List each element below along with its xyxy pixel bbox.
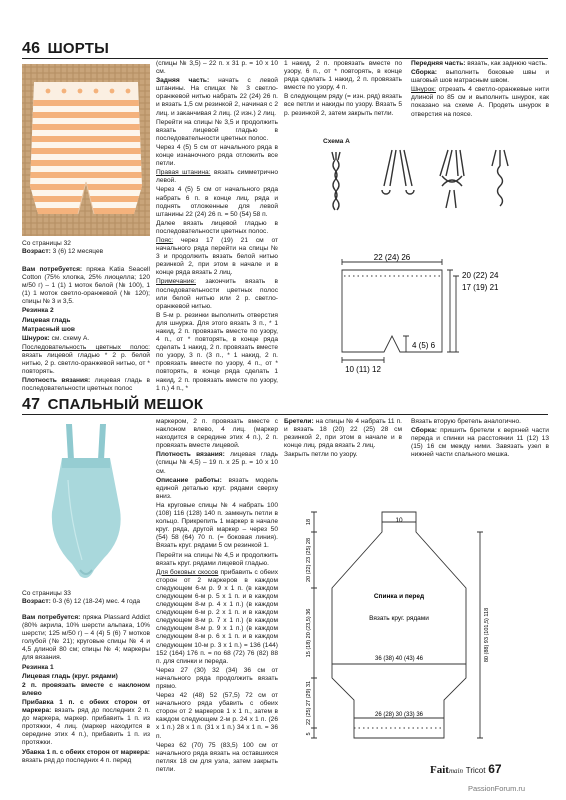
bold-term: Задняя часть: xyxy=(156,77,210,85)
paragraph xyxy=(156,220,278,236)
paragraph-text: маркером, 2 п. провязать вместе с наклоном влево, 4 лиц. (маркер находится в середине этих 4 п.), 2 п. провязать вместе лицевой. xyxy=(156,418,278,450)
dim-leg-width: 10 (11) 12 xyxy=(345,365,381,374)
paragraph-text: В следующем ряду (= изн. ряд) вязать все петли и накиды по узору. Вязать 5 р. резинкой 2, затем закрыть петли. xyxy=(284,93,402,117)
paragraph xyxy=(156,451,278,475)
size-label: Возраст: xyxy=(22,248,51,255)
paragraph-text: лицевая гладь в последовательности цветных полос xyxy=(22,377,151,393)
paragraph xyxy=(22,682,150,698)
sleeping-bag-photo xyxy=(22,420,150,585)
paragraph xyxy=(156,742,278,774)
s46-col2 xyxy=(156,60,278,390)
paragraph xyxy=(156,186,278,218)
shorts-photo xyxy=(22,64,150,236)
paragraph-text: выполнить боковые швы и шаговый шов матрасным швом. xyxy=(411,69,549,85)
paragraph-text: На круговые спицы № 4 набрать 100 (108) 116 (128) 140 п. замкнуть петли в кольцо. Прикрепить 1 маркер в начале круг. ряда, другой маркер – через 50 (54) 58 (64) 70 п. (= боковая линия). Вязать круг. рядами 5 см резинкой 1. xyxy=(156,501,278,550)
paragraph xyxy=(22,749,150,765)
paragraph-text: лицевая гладь (спицы № 4,5) – 19 п. х 25 р. = 10 х 10 см. xyxy=(156,451,278,475)
section-number: 46 xyxy=(22,40,41,57)
paragraph xyxy=(156,77,278,117)
underlined-term: Для боковых скосов xyxy=(156,568,219,576)
s46-col1 xyxy=(22,266,151,393)
section-title: ШОРТЫ xyxy=(47,40,109,57)
paragraph-text: Перейти на спицы № 4,5 и продолжить вязать круг. рядами лицевой гладью. xyxy=(156,551,278,567)
paragraph xyxy=(22,317,150,325)
underlined-term: Пояс: xyxy=(156,236,174,244)
dim-height-body: 17 (19) 21 xyxy=(462,283,499,292)
underlined-term: Правая штанина: xyxy=(156,169,211,177)
paragraph xyxy=(156,477,278,501)
dim-mid-width: 36 (38) 40 (43) 46 xyxy=(374,656,424,662)
section-46-title xyxy=(22,40,109,58)
bold-term: Передняя часть: xyxy=(411,60,466,67)
dim-width: 22 (24) 26 xyxy=(373,253,411,262)
bold-term: Лицевая гладь (круг. рядами) xyxy=(22,672,118,680)
paragraph xyxy=(22,664,150,672)
paragraph-text: пришить бретели к верхней части переда и спинки на расстоянии 11 (12) 13 (15) 16 см между ними. Завязать узел в нижней части спального мешка. xyxy=(411,427,549,459)
paragraph xyxy=(284,60,402,92)
cord-diagram xyxy=(300,146,550,226)
brand-main: main xyxy=(448,767,463,775)
paragraph xyxy=(156,169,278,185)
paragraph-text: вязать ряд до последних 4 п. перед xyxy=(22,756,132,764)
paragraph xyxy=(156,418,278,450)
size-label: Возраст: xyxy=(22,598,51,605)
paragraph xyxy=(156,237,278,277)
bold-term: Вам потребуется: xyxy=(22,266,83,273)
paragraph-text: Через 42 (48) 52 (57,5) 72 см от начального ряда убавить с обеих сторон от 2 маркеров 1 х 1 п., затем в каждом следующем 2-м р. 24 х 1 п. (26 х 1 п.) 28 х 1 п. (31 х 1 п.) 34 х 1 п. = 36 п. xyxy=(156,692,278,740)
paragraph xyxy=(156,692,278,741)
paragraph-text: см. схему А. xyxy=(49,334,90,342)
paragraph-text: вязать модель единой деталью круг. рядами сверху вниз. xyxy=(156,476,278,500)
paragraph-text: прибавить с обеих сторон от 2 маркеров в каждом следующем 6-м р. 9 х 1 п. (в каждом следующем 6-м р. 5 х 1 п. и в каждом следующем 8-м р. 4 х 1 п.) (в каждом следующем 6-м р. 2 х 1 п. и в каждом следующем 8-м р. 7 х 1 п.) (в каждом следующем 8-м р. 9 х 1 п.) (в каждом следующем 8-м р. 6 х 1 п. и в каждом следующем 10-м р. 3 х 1 п.) = 136 (144) 152 (164) 176 п. = по 68 (72) 76 (82) 88 п. для спинки и переда. xyxy=(156,568,278,665)
paragraph xyxy=(156,278,278,310)
bold-term: Резинка 1 xyxy=(22,663,54,671)
bold-term: Плотность вязания: xyxy=(22,377,91,385)
section-divider xyxy=(22,414,548,415)
bold-term: Лицевая гладь xyxy=(22,316,71,324)
paragraph-text: Через 4 (5) 5 см от начального ряда в конце изнаночного ряда отложить все петли. xyxy=(156,143,278,168)
bold-term: Описание работы: xyxy=(156,476,222,484)
paragraph xyxy=(22,326,150,334)
paragraph xyxy=(411,427,549,459)
paragraph xyxy=(22,335,150,343)
paragraph xyxy=(156,119,278,143)
dim-left-top: 20 (22) 23 (25) 28 xyxy=(306,537,312,583)
paragraph xyxy=(156,312,278,393)
paragraph xyxy=(284,418,402,450)
underlined-term: Последовательность цветных полос: xyxy=(22,343,150,351)
paragraph xyxy=(411,418,549,426)
paragraph-text: пряжа Plassard Addict (80% акрила, 10% шерсти альпака, 10% шерсти; 125 м/50 г) – 4 (4) 5 (6) 7 мотков голубой (№ 21); круговые спицы № 4 и 4,5 длиной 80 см; спицы № 4; маркеры для вязания. xyxy=(22,614,150,662)
paragraph xyxy=(22,307,150,315)
bold-term: Плотность вязания: xyxy=(156,451,225,459)
paragraph-text: вязать лицевой гладью * 2 р. белой нитью, 2 р. светло-оранжевой нитью, от * повторять. xyxy=(22,351,150,376)
label-knit-rounds: Вязать круг. рядами xyxy=(369,615,429,622)
paragraph-text: 1 накид, 2 п. провязать вместе по узору, 6 п., от * повторять, в конце ряда сделать 1 накид, 2 п. провязать вместе по узору, 4 п. xyxy=(284,60,402,92)
paragraph-text: Вязать вторую бретель аналогично. xyxy=(411,418,521,425)
paragraph xyxy=(156,667,278,691)
section-divider xyxy=(22,58,548,59)
section-number: 47 xyxy=(22,396,41,413)
paragraph xyxy=(22,699,150,748)
section-title: СПАЛЬНЫЙ МЕШОК xyxy=(47,396,204,413)
footer-brand xyxy=(430,762,502,776)
dim-left-mid: 15 (18) 20 (23,5) 36 xyxy=(306,608,312,658)
bold-term: Вам потребуется: xyxy=(22,614,81,621)
paragraph-text: начать с левой штанины. На спицах № 3 светло-оранжевой нитью набрать 22 (24) 26 п. и вязать 1,5 см резинкой 2, начиная с 2 лиц. и заканчивая 2 лиц. (2 изн.) 2 лиц. xyxy=(156,77,278,117)
bold-term: Прибавка 1 п. с обеих сторон от маркера: xyxy=(22,698,150,715)
paragraph-text: вязать ряд до последних 2 п. до маркера, маркер. прибавить 1 п. из протяжки, 4 лиц. (маркер находится в середине этих 4 п.), прибавить 1 п. из протяжки. xyxy=(22,707,150,747)
size-value: 3 (6) 12 месяцев xyxy=(52,248,104,255)
shorts-schematic xyxy=(330,250,550,390)
dim-right-total: 80 (88) 93 (101,5) 118 xyxy=(484,607,490,663)
sleeping-bag-schematic xyxy=(290,488,550,756)
paragraph xyxy=(411,60,549,68)
s46-col4 xyxy=(411,60,549,140)
paragraph xyxy=(411,69,549,85)
paragraph xyxy=(22,344,150,376)
s47-col3 xyxy=(284,418,402,478)
section-47-title xyxy=(22,396,203,414)
bold-term: 2 п. провязать вместе с наклоном влево xyxy=(22,681,150,697)
paragraph-text: Через 62 (70) 75 (83,5) 100 см от начального ряда вязать на оставшихся петлях 18 см для узла, затем закрыть петли. xyxy=(156,741,278,773)
bold-term: Резинка 2 xyxy=(22,307,54,315)
paragraph-text: Через 27 (30) 32 (34) 36 см от начального ряда продолжить вязать прямо. xyxy=(156,666,278,690)
paragraph xyxy=(284,451,402,459)
size-value: 0-3 (6) 12 (18-24) мес. 4 года xyxy=(52,598,141,605)
photo-caption: Со страницы 33 xyxy=(22,590,71,597)
paragraph-text: вязать симметрично левой. xyxy=(156,169,278,185)
paragraph-text: пряжа Katia Seacell Cotton (75% хлопка, 25% лиоцелла; 120 м/50 г) – 1 (1) 1 моток белой (№ 100), 1 (1) 1 моток светло-оранжевой (№ 120); спицы № 3 и 3,5. xyxy=(22,266,150,306)
bold-term: Убавка 1 п. с обеих сторон от маркера: xyxy=(22,748,150,756)
s47-col4 xyxy=(411,418,549,478)
dim-height-total: 20 (22) 24 xyxy=(462,271,499,280)
brand-fait: Fait xyxy=(430,764,449,776)
paragraph-text: на спицы № 4 набрать 11 п. и вязать 18 (20) 22 (25) 28 см резинкой 2, при этом в начале и в конце лиц. ряда вязать 2 лиц. xyxy=(284,418,402,450)
paragraph xyxy=(22,614,150,663)
paragraph xyxy=(22,673,150,681)
paragraph xyxy=(156,144,278,168)
label-back-front: Спинка и перед xyxy=(373,593,425,600)
s47-col2 xyxy=(156,418,278,773)
s47-col1 xyxy=(22,614,150,764)
paragraph-text: закончить вязать в последовательности цветных полос или белой нитью или 2 р. светло-оранжевой нитью. xyxy=(156,278,278,310)
paragraph-text: вязать, как заднюю часть. xyxy=(465,60,547,67)
bold-term: Шнурок: xyxy=(22,334,50,342)
bold-term: Сборка: xyxy=(411,69,437,77)
paragraph xyxy=(22,377,150,393)
photo-caption: Со страницы 32 xyxy=(22,240,71,247)
bold-term: Сборка: xyxy=(411,427,437,435)
paragraph xyxy=(411,86,549,118)
paragraph-text: через 17 (19) 21 см от начального ряда перейти на спицы № 3 и продолжить вязать белой нитью резинкой 2, при этом в начале и в конце ряда вязать 2 лиц. xyxy=(156,236,278,277)
paragraph-text: Далее вязать лицевой гладью в последовательности цветных полос. xyxy=(156,219,278,235)
dim-bottom-width: 26 (28) 30 (33) 36 xyxy=(374,712,424,718)
paragraph xyxy=(284,93,402,117)
bold-term: Бретели: xyxy=(284,418,314,425)
underlined-term: Примечание: xyxy=(156,278,196,286)
page-number: 67 xyxy=(488,762,502,776)
paragraph-text: Перейти на спицы № 3,5 и продолжить вязать лицевой гладью в последовательности цветных полос. xyxy=(156,118,278,142)
dim-top-height: 18 xyxy=(306,518,312,526)
dim-leg-height: 4 (5) 6 xyxy=(412,341,436,350)
schema-a-label: Схема А xyxy=(323,138,350,145)
paragraph xyxy=(22,266,150,306)
dim-left-low: 22 (25) 27 (29) 31 xyxy=(306,680,312,726)
bold-term: Матрасный шов xyxy=(22,325,75,333)
paragraph xyxy=(156,569,278,666)
paragraph-text: Через 4 (5) 5 см от начального ряда набрать 6 п. в конце лиц. ряда и поднять отложенные для левой штанины 22 (24) 26 п. = 50 (54) 58 п. xyxy=(156,186,278,218)
dim-top-width: 10 xyxy=(395,517,403,524)
brand-tricot: Tricot xyxy=(465,766,486,775)
paragraph xyxy=(156,552,278,568)
paragraph-text: Закрыть петли по узору. xyxy=(284,451,358,459)
paragraph-text: отрезать 4 светло-оранжевые нити длиной по 85 см и выполнить шнурок, как показано на схеме А. Продеть шнурок в отверстия на поясе. xyxy=(411,86,549,118)
paragraph-text: В 5-м р. резинки выполнить отверстия для шнурка. Для этого вязать 3 п., * 1 накид, 2 п. провязать вместе по узору, 4 п., от * повторять, в конце ряда сделать 1 накид, 2 п. провязать вместе по узору, 3 п. (3 п., * 1 накид, 2 п. провязать вместе по узору, 4 п., от * повторять, в конце ряда сделать 1 накид, 2 п. провязать вместе по узору, 1 п.) 4 п., * xyxy=(156,311,278,392)
watermark: PassionForum.ru xyxy=(468,784,526,793)
underlined-term: Шнурок: xyxy=(411,86,436,94)
dim-left-bot: 5 xyxy=(306,732,312,736)
paragraph xyxy=(156,502,278,551)
paragraph-text: (спицы № 3,5) – 22 п. х 31 р. = 10 х 10 см. xyxy=(156,60,278,76)
s46-col3 xyxy=(284,60,402,130)
paragraph xyxy=(156,60,278,76)
